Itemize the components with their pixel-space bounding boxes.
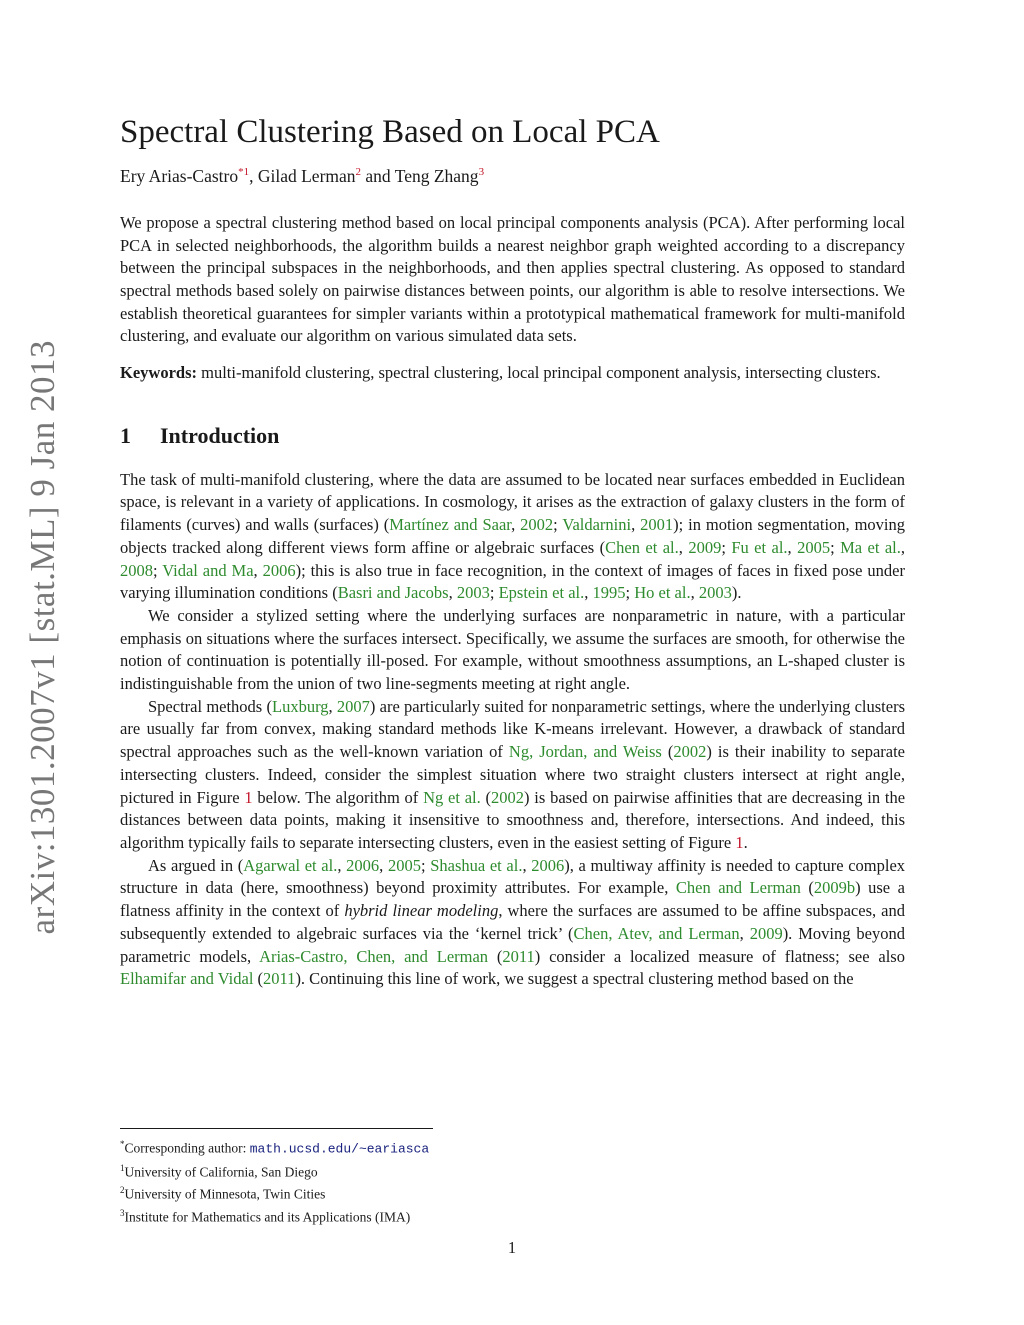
citation-link[interactable]: 2002 (520, 515, 554, 535)
text-run: As argued in ( (148, 855, 244, 875)
arxiv-sidebar-stamp (22, 340, 64, 935)
paragraph (120, 696, 905, 855)
text-run: We consider a stylized setting where the underlying surfaces are nonparametric in nature, with a particular emphasis on situations where the surfaces intersect. Specifically, we assume the surfaces are smooth, for otherwise the notion of continuation is potentially ill-posed. For example, without smoothness assumptions, an L-shaped cluster is indistinguishable from the union of two line-segments meeting at right angle. (120, 605, 905, 694)
figure-reference-link[interactable]: 1 (735, 833, 744, 852)
text-run: , (522, 855, 532, 875)
text-run: , (690, 583, 699, 603)
keywords-text: multi-manifold clustering, spectral clustering, local principal component analysis, intersecting clusters. (197, 363, 881, 383)
text-run: ; (153, 560, 163, 580)
text-run: , (739, 923, 750, 943)
paragraph (120, 855, 905, 991)
citation-link[interactable]: Agarwal et al. (243, 855, 338, 875)
text-run: ) are particularly suited for nonparametric settings, where the underlying clusters are usually far from convex, making standard methods like K-means irrelevant. However, a drawback of standard spectral approaches such as the well-known variation of (120, 696, 905, 762)
text-run: ; (721, 537, 732, 557)
citation-link[interactable]: 2011 (502, 946, 535, 966)
arxiv-identifier: arXiv:1301.2007v1 [stat.ML] 9 Jan 2013 (23, 340, 62, 935)
text-run: ); this is also true in face recognition, in the context of images of faces in fixed pose under varying illumination conditions ( (120, 560, 905, 603)
text-run: ( (800, 878, 814, 898)
footnote-text: University of California, San Diego (124, 1164, 318, 1179)
keywords-label: Keywords: (120, 363, 197, 383)
section-title: Introduction (160, 422, 280, 448)
citation-link[interactable]: Ng et al. (423, 787, 481, 807)
author-affiliation-mark[interactable]: *1 (238, 166, 250, 178)
emphasis-text: hybrid linear modeling (344, 901, 499, 921)
text-run: ( (253, 969, 264, 989)
text-run: , (328, 696, 337, 716)
citation-link[interactable]: 2009 (688, 537, 722, 557)
citation-link[interactable]: 2002 (673, 742, 707, 762)
text-run: ; (625, 583, 635, 603)
keywords (120, 362, 905, 385)
citation-link[interactable]: 2007 (336, 696, 370, 716)
citation-link[interactable]: 2006 (346, 855, 380, 875)
section-heading (120, 421, 905, 451)
text-run: , where the surfaces are assumed to be affine subspaces, and subsequently extended to algebraic surfaces via the ‘kernel trick’ ( (120, 901, 905, 943)
footnote-mark: 2 (120, 1185, 125, 1195)
text-run: ; (489, 583, 499, 603)
citation-link[interactable]: Valdarnini (562, 515, 632, 535)
citation-link[interactable]: Chen, Atev, and Lerman (573, 923, 740, 943)
footnote-mark: 3 (120, 1207, 125, 1218)
text-run: , (448, 583, 457, 603)
author-affiliation-mark[interactable]: 3 (478, 166, 485, 178)
citation-link[interactable]: Fu et al. (731, 537, 788, 557)
author-separator: , (249, 165, 258, 186)
text-run: ; (830, 537, 841, 557)
author-affiliation-mark[interactable]: 2 (355, 166, 362, 178)
footnote-text: Institute for Mathematics and its Applications (IMA) (124, 1209, 411, 1224)
citation-link[interactable]: Chen et al. (605, 537, 679, 557)
citation-link[interactable]: Ho et al. (634, 583, 691, 603)
paragraph (120, 605, 905, 696)
citation-link[interactable]: 2011 (263, 969, 296, 989)
citation-link[interactable]: 1995 (592, 583, 626, 603)
footnote-affiliation (120, 1159, 905, 1182)
text-run: , (631, 515, 641, 535)
text-run: , (253, 560, 263, 580)
text-run: below. The algorithm of (252, 787, 424, 807)
footnote-rule (120, 1128, 433, 1129)
citation-link[interactable]: Ma et al. (840, 537, 901, 557)
text-run: ; (553, 515, 563, 535)
citation-link[interactable]: Shashua et al. (430, 855, 523, 875)
footnote-label: Corresponding author: (124, 1140, 250, 1156)
author-line (120, 160, 905, 188)
author-homepage-link[interactable]: math.ucsd.edu/~eariasca (249, 1141, 430, 1157)
citation-link[interactable]: 2006 (262, 560, 296, 580)
paper-body (120, 110, 905, 991)
citation-link[interactable]: 2003 (456, 583, 490, 603)
author-name: Ery Arias-Castro (120, 165, 239, 186)
text-run: . (743, 833, 748, 852)
citation-link[interactable]: 2008 (120, 560, 153, 580)
footnote-affiliation (120, 1204, 905, 1227)
citation-link[interactable]: 2003 (698, 583, 732, 603)
citation-link[interactable]: Arias-Castro, Chen, and Lerman (259, 946, 489, 966)
text-run: ); in motion segmentation, moving objects tracked along different views form affine or algebraic surfaces ( (120, 515, 905, 557)
text-run: ( (661, 742, 674, 762)
citation-link[interactable]: Martínez and Saar (389, 515, 512, 535)
citation-link[interactable]: 2005 (387, 855, 421, 875)
text-run: ( (488, 946, 503, 966)
citation-link[interactable]: 2009b (813, 878, 856, 898)
text-run: ). (731, 583, 742, 603)
citation-link[interactable]: Chen and Lerman (675, 878, 801, 898)
citation-link[interactable]: 2005 (797, 537, 831, 557)
text-run: , (678, 537, 689, 557)
footnotes (120, 1128, 905, 1226)
text-run: , (584, 583, 593, 603)
citation-link[interactable]: 2002 (491, 787, 525, 807)
citation-link[interactable]: Luxburg (271, 696, 329, 716)
footnote-affiliation (120, 1181, 905, 1204)
citation-link[interactable]: Ng, Jordan, and Weiss (508, 742, 662, 762)
citation-link[interactable]: 2001 (640, 515, 674, 535)
abstract: We propose a spectral clustering method based on local principal components analysis (PCA). After performing local PCA in selected neighborhoods, the algorithm builds a nearest neighbor graph weighted according to a discrepancy between the principal subspaces in the neighborhoods, and then applies spectral clustering. As opposed to standard spectral methods based solely on pairwise distances between points, our algorithm is able to resolve intersections. We establish theoretical guarantees for simpler variants within a prototypical mathematical framework for multi-manifold clustering, and evaluate our algorithm on various simulated data sets. (120, 212, 905, 346)
footnote-text: University of Minnesota, Twin Cities (124, 1186, 326, 1202)
text-run: , (900, 537, 906, 557)
author-separator: and (361, 165, 395, 186)
page-number: 1 (507, 1238, 517, 1257)
text-run: , (379, 855, 388, 875)
text-run: , (787, 537, 798, 557)
footnote-mark: * (120, 1139, 125, 1149)
author-name: Teng Zhang (394, 165, 479, 186)
paragraph (120, 469, 905, 605)
figure-reference-link[interactable]: 1 (244, 787, 253, 807)
text-run: ) is their inability to separate intersecting clusters. Indeed, consider the simplest situation where two straight clusters intersect at right angle, pictured in Figure (120, 742, 905, 807)
text-run: ) is based on pairwise affinities that are decreasing in the distances between data points, making it insensitive to smoothness and, therefore, intersections. And indeed, this algorithm typically fails to separate intersecting clusters, even in the easiest setting of Figure (120, 787, 906, 852)
text-run: ) use a flatness affinity in the context of (120, 878, 905, 921)
citation-link[interactable]: 2009 (749, 923, 783, 943)
text-run: , (511, 515, 521, 535)
author-name: Gilad Lerman (257, 165, 356, 186)
citation-link[interactable]: Epstein et al. (498, 583, 585, 603)
text-run: , (337, 855, 347, 875)
footnote-mark: 1 (120, 1162, 125, 1173)
text-run: ) consider a localized measure of flatness; see also (534, 946, 905, 966)
citation-link[interactable]: Basri and Jacobs (337, 583, 449, 603)
text-run: ( (480, 787, 492, 807)
text-run: ; (420, 855, 431, 875)
section-number: 1 (120, 422, 131, 448)
citation-link[interactable]: Vidal and Ma (162, 560, 254, 580)
citation-link[interactable]: 2006 (531, 855, 565, 875)
footnote-corresponding-author (120, 1135, 905, 1159)
text-run: ), a multiway affinity is needed to capture complex structure in data (here, smoothness) beyond proximity attributes. For example, (120, 855, 906, 898)
text-run: ). Moving beyond parametric models, (120, 923, 906, 966)
paper-title: Spectral Clustering Based on Local PCA (120, 114, 660, 150)
text-run: Spectral methods ( (148, 696, 272, 716)
text-run: The task of multi-manifold clustering, where the data are assumed to be located near surfaces embedded in Euclidean space, is relevant in a variety of applications. In cosmology, it arises as the extraction of galaxy clusters in the form of filaments (curves) and walls (surfaces) ( (120, 469, 905, 535)
citation-link[interactable]: Elhamifar and Vidal (120, 969, 254, 989)
introduction-body (120, 469, 905, 991)
text-run: ). Continuing this line of work, we suggest a spectral clustering method based on the (295, 969, 854, 989)
